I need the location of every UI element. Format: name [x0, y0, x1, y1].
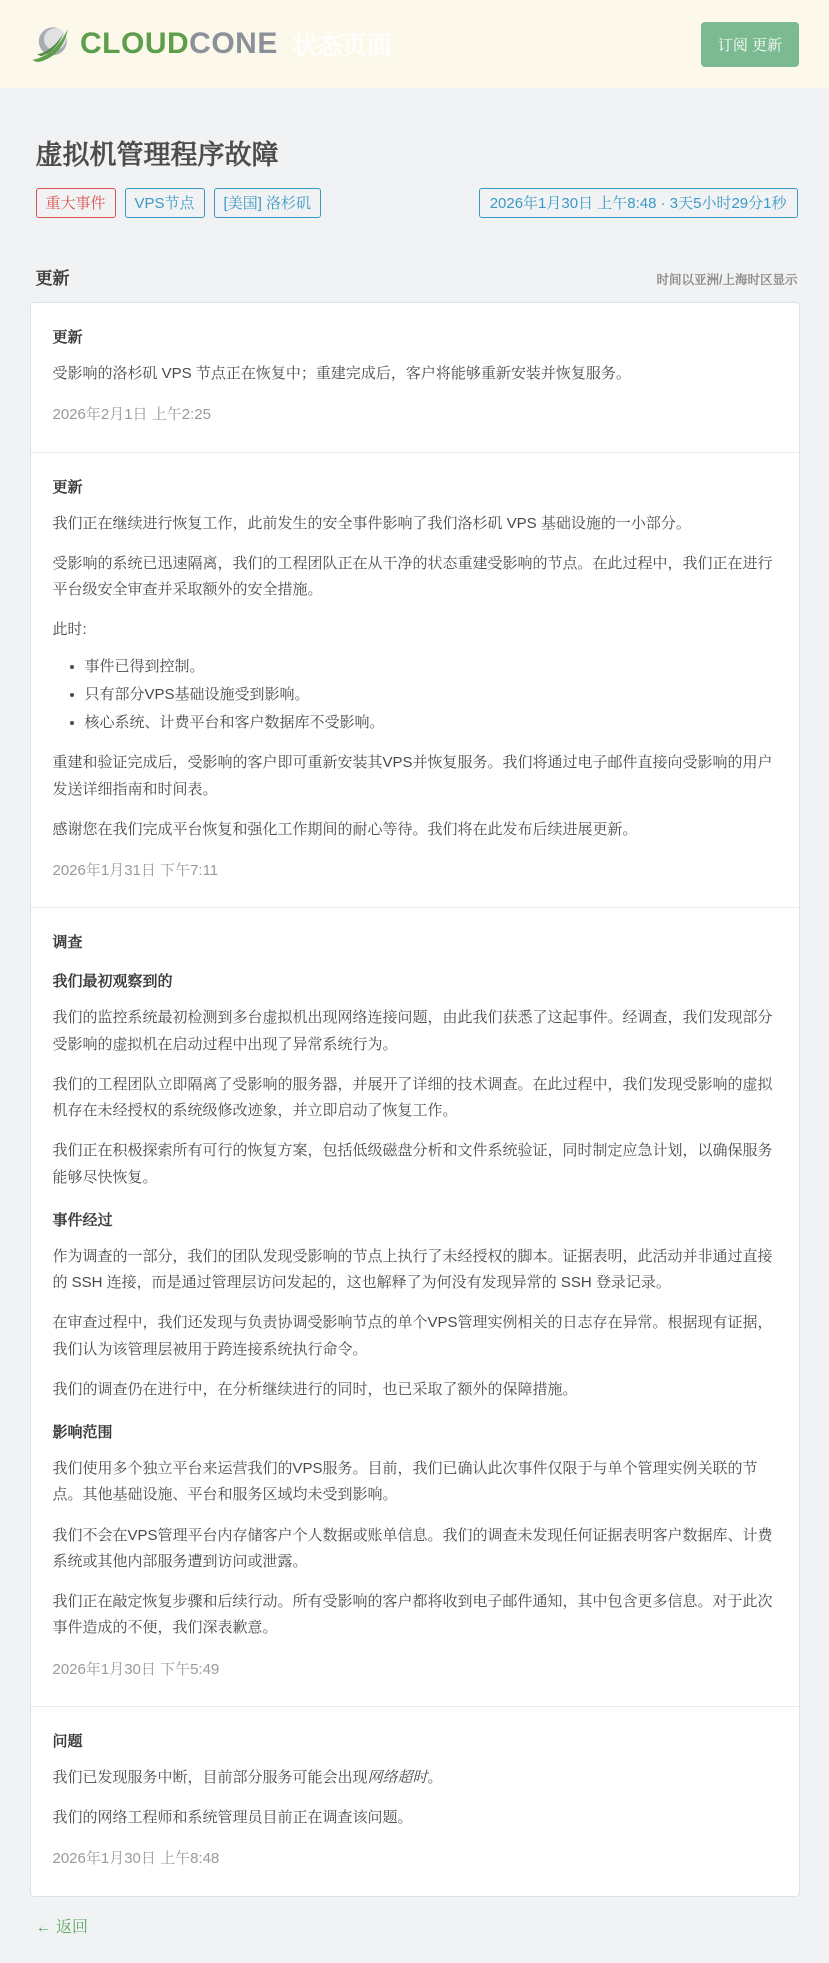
update-card: [31, 1706, 799, 1896]
update-paragraph: 我们不会在VPS管理平台内存储客户个人数据或账单信息。我们的调查未发现任何证据表明客户数据库、计费系统或其他内部服务遭到访问或泄露。: [52, 1526, 773, 1570]
update-title: 调查: [52, 934, 83, 952]
cloudcone-logo: [30, 23, 392, 65]
tag-location: [美国] 洛杉矶: [214, 188, 322, 218]
update-paragraph: 我们的工程团队立即隔离了受影响的服务器，并展开了详细的技术调查。在此过程中，我们发现受影响的虚拟机存在未经授权的系统级修改迹象，并立即启动了恢复工作。: [52, 1075, 773, 1119]
cloudcone-logo-icon: [30, 23, 72, 65]
logo-text: [80, 27, 278, 61]
paragraph-segment-italic: 网络超时: [367, 1768, 428, 1786]
bullet-item: • 事件已得到控制。: [85, 654, 777, 680]
bullet-item: • 只有部分VPS基础设施受到影响。: [85, 682, 777, 708]
tag-major-incident: 重大事件: [36, 188, 116, 218]
update-card: [31, 452, 799, 908]
paragraph-segment: 。: [427, 1768, 443, 1786]
update-timestamp: 2026年2月1日 上午2:25: [52, 406, 211, 424]
update-card: [31, 303, 799, 452]
bullet-item: • 核心系统、计费平台和客户数据库不受影响。: [85, 710, 777, 736]
update-paragraph: 重建和验证完成后，受影响的客户即可重新安装其VPS并恢复服务。我们将通过电子邮件直接向受影响的用户发送详细指南和时间表。: [52, 754, 773, 798]
update-title: 更新: [52, 329, 83, 346]
tag-vps-node: VPS节点: [125, 188, 205, 218]
update-paragraph: 我们正在继续进行恢复工作，此前发生的安全事件影响了我们洛杉矶 VPS 基础设施的一小部分。: [52, 514, 691, 532]
update-paragraph: 我们正在敲定恢复步骤和后续行动。所有受影响的客户都将收到电子邮件通知，其中包含更多信息。对于此次事件造成的不便，我们深表歉意。: [52, 1593, 773, 1637]
update-title: 更新: [52, 478, 83, 496]
update-title: 问题: [52, 1732, 83, 1750]
update-paragraph: 受影响的洛杉矶 VPS 节点正在恢复中；重建完成后，客户将能够重新安装并恢复服务。: [52, 365, 631, 382]
update-paragraph: 我们的调查仍在进行中，在分析继续进行的同时，也已采取了额外的保障措施。: [52, 1380, 578, 1398]
page-title: 虚拟机管理程序故障: [35, 140, 279, 170]
incident-meta-row: [30, 188, 800, 218]
update-paragraph: 我们的网络工程师和系统管理员目前正在调查该问题。: [52, 1809, 413, 1826]
header: [0, 0, 829, 88]
incident-date-badge: 2026年1月30日 上午8:48 · 3天5小时29分1秒: [479, 188, 798, 218]
update-paragraph: 我们正在积极探索所有可行的恢复方案，包括低级磁盘分析和文件系统验证，同时制定应急计划，以确保服务能够尽快恢复。: [52, 1142, 773, 1186]
update-timestamp: 2026年1月30日 下午5:49: [52, 1660, 220, 1678]
update-paragraph: 我们的监控系统最初检测到多台虚拟机出现网络连接问题，由此我们获悉了这起事件。经调查，我们发现部分受影响的虚拟机在启动过程中出现了异常系统行为。: [52, 1009, 773, 1053]
logo-status-suffix: 状态页面: [291, 32, 392, 60]
update-paragraph: [53, 1765, 777, 1791]
update-paragraph: 受影响的系统已迅速隔离，我们的工程团队正在从干净的状态重建受影响的节点。在此过程中，我们正在进行平台级安全审查并采取额外的安全措施。: [52, 554, 773, 598]
update-paragraph: 我们使用多个独立平台来运营我们的VPS服务。目前，我们已确认此次事件仅限于与单个管理实例关联的节点。其他基础设施、平台和服务区域均未受到影响。: [52, 1460, 758, 1504]
updates-panel: [30, 302, 800, 1897]
logo-cloud: CLOUD: [80, 27, 190, 60]
back-link[interactable]: ← 返回: [35, 1918, 88, 1936]
update-paragraph: 感谢您在我们完成平台恢复和强化工作期间的耐心等待。我们将在此发布后续进展更新。: [52, 820, 638, 838]
update-timestamp: 2026年1月31日 下午7:11: [52, 862, 219, 879]
paragraph-segment: 我们已发现服务中断，目前部分服务可能会出现: [52, 1768, 368, 1786]
update-card: [31, 907, 799, 1706]
subscribe-updates-button[interactable]: 订阅 更新: [701, 22, 799, 67]
update-paragraph: 在审查过程中，我们还发现与负责协调受影响节点的单个VPS管理实例相关的日志存在异常。根据现有证据，我们认为该管理层被用于跨连接系统执行命令。: [52, 1314, 773, 1358]
subsection-heading-initial-observations: 我们最初观察到的: [52, 973, 173, 991]
update-paragraph: 此时:: [52, 621, 87, 639]
update-timestamp: 2026年1月30日 上午8:48: [52, 1850, 220, 1868]
subsection-heading-incident-timeline: 事件经过: [52, 1211, 113, 1229]
subsection-heading-impact-scope: 影响范围: [52, 1424, 113, 1441]
updates-section-header: [30, 264, 800, 289]
logo-cone: CONE: [189, 27, 278, 60]
update-paragraph: 作为调查的一部分，我们的团队发现受影响的节点上执行了未经授权的脚本。证据表明，此活动并非通过直接的 SSH 连接，而是通过管理层访问发起的，这也解释了为何没有发现异常的 SSH 登录记录。: [52, 1247, 773, 1291]
main-content: [30, 133, 800, 1963]
update-bullet-list: [53, 654, 777, 737]
updates-section-title: 更新: [35, 269, 70, 288]
timezone-note: 时间以亚洲/上海时区显示: [656, 273, 798, 287]
